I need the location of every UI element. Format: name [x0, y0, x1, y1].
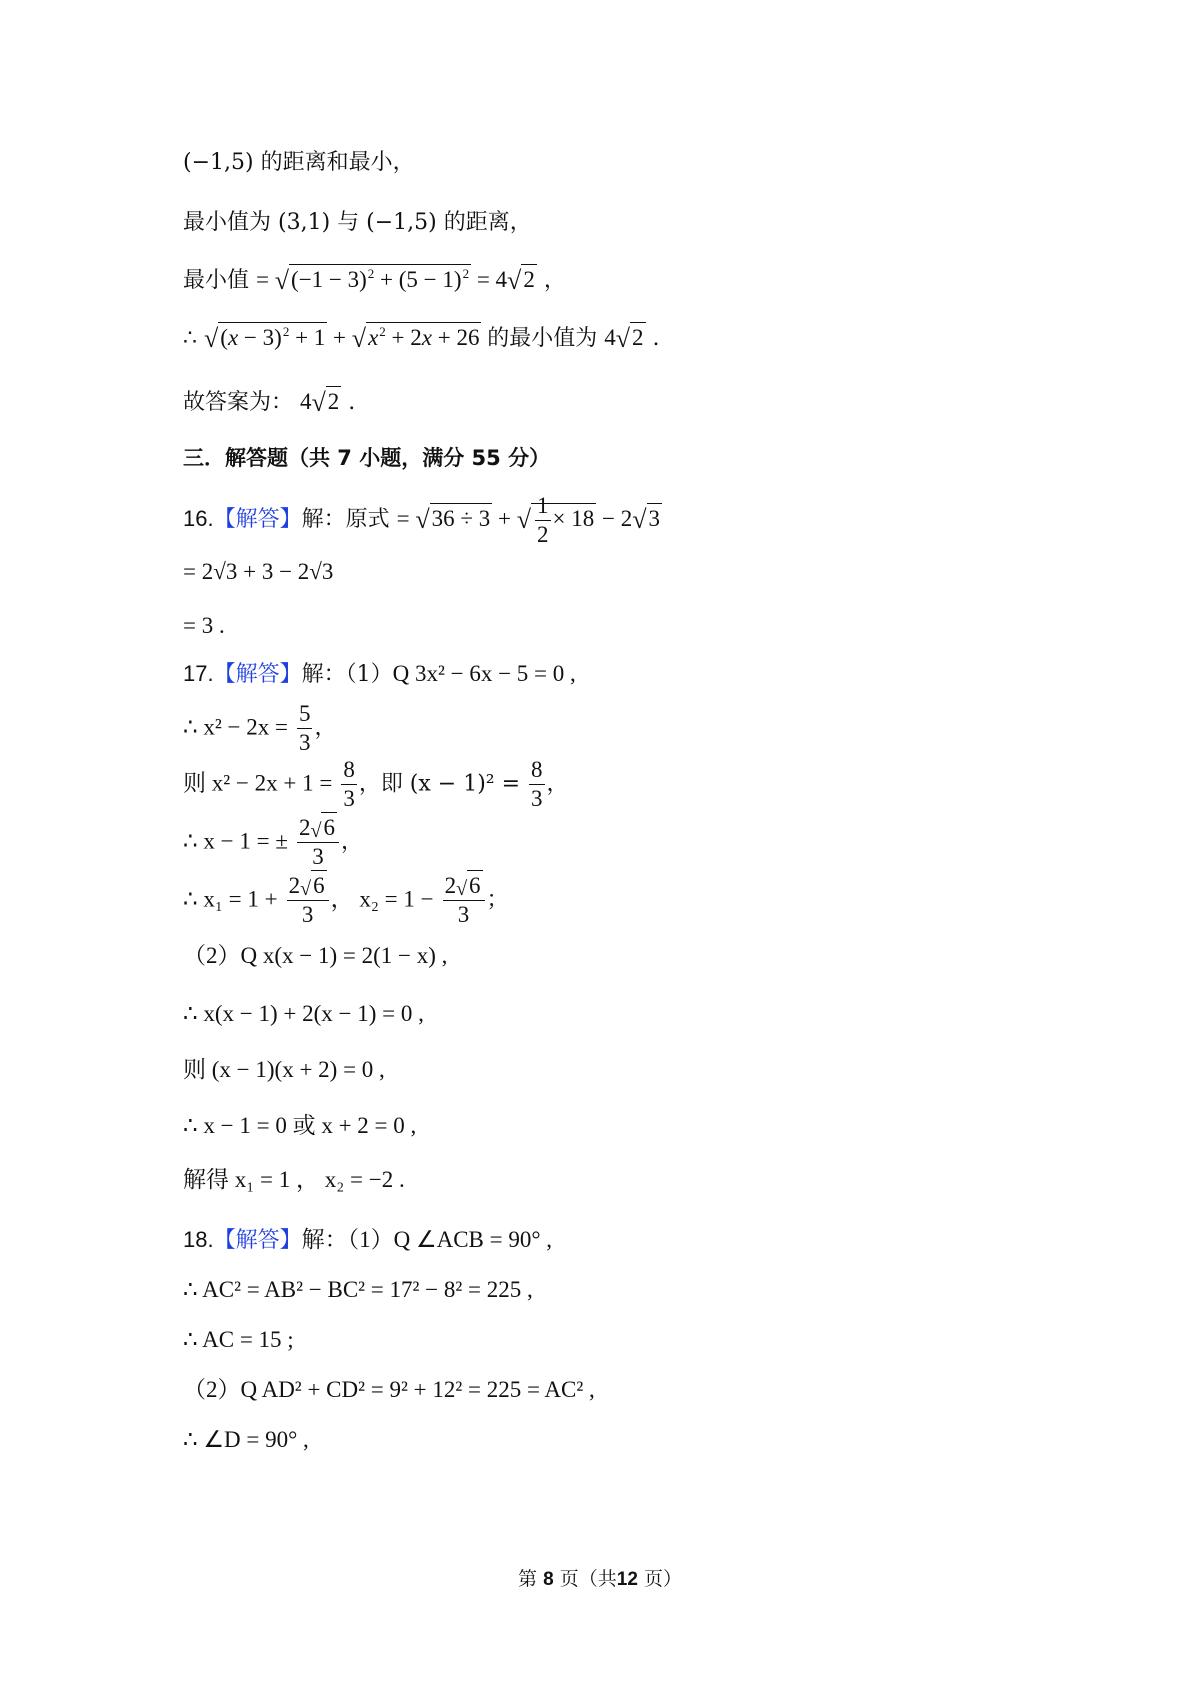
line-text: ∴ AC = 15 ; [183, 1327, 294, 1352]
footer-text: 页） [643, 1568, 682, 1590]
formula-line [183, 1168, 405, 1191]
formula-line [183, 1058, 385, 1081]
formula: 则 x² − 2x + 1 = [183, 770, 333, 796]
formula-line [183, 1002, 424, 1025]
formula-line [183, 1328, 294, 1351]
formula: $√(x - 3)^2 + 1 + √x^2 + 2x + 26$ [204, 324, 480, 353]
section-title: 三．解答题（共 7 小题，满分 55 分） [183, 446, 551, 470]
question-18 [183, 1228, 552, 1252]
formula-line: 则 x² − 2x + 1 = $\frac{8}{3}$ ，即 (x − 1)² = $\frac{8}{3}$ ， [183, 757, 569, 812]
line-text: . [652, 326, 660, 351]
line-text: 则 (x − 1)(x + 2) = 0 , [183, 1057, 385, 1082]
formula: ， x₂ = 1 − [330, 886, 434, 912]
question-number: 17. [183, 661, 214, 686]
question-16 [183, 494, 662, 547]
answer-tag: 【解答】 [213, 1228, 302, 1253]
line-text: 解得 x₁ = 1 ， x₂ = −2 . [183, 1167, 405, 1192]
line-text: 的最小值为 [487, 326, 598, 351]
line-text: 最小值为 (3,1) 与 (−1,5) 的距离， [183, 210, 532, 235]
footer-text: 第 [518, 1568, 538, 1590]
formula-line [183, 614, 225, 637]
formula: = √36 ÷ 3 + √ $\frac{1}{2}$ × 18 − 2√3 [396, 493, 661, 548]
line-text: 解：原式 [301, 506, 390, 532]
answer-line: 故答案为： 4√2 . [183, 388, 356, 417]
answer-tag: 【解答】 [213, 662, 302, 687]
formula-line [183, 266, 566, 295]
formula-line: ∴ x − 1 = ± $\frac{2√6}{3}$ ， [183, 816, 363, 869]
line-text: ∴ x − 1 = 0 或 x + 2 = 0 , [183, 1113, 417, 1138]
formula-line [183, 944, 447, 967]
question-number: 16. [183, 505, 214, 531]
line-text: （2）Q AD² + CD² = 9² + 12² = 225 = AC² , [183, 1377, 595, 1402]
formula-line: ∴ $√(x - 3)^2 + 1 + √x^2 + 2x + 26$ 的最小值为 4√2 . [183, 324, 660, 353]
question-17 [183, 662, 576, 686]
line-text: ， [543, 268, 566, 293]
formula: ∴ x₁ = 1 + [183, 886, 278, 912]
line-text: = 2√3 + 3 − 2√3 [183, 559, 334, 584]
line-text: (−1,5) 的距离和最小， [183, 150, 415, 175]
formula: ∴ x² − 2x = [183, 714, 288, 740]
text-line [183, 212, 532, 234]
page-footer [0, 1564, 1200, 1591]
formula-line [183, 1378, 595, 1401]
line-text: = 3 . [183, 613, 225, 638]
question-number: 18. [183, 1227, 214, 1252]
formula-line [183, 560, 333, 583]
line-text: ，即 (x − 1)² = [358, 771, 521, 797]
answer-tag: 【解答】 [213, 506, 302, 532]
line-text: ∴ x(x − 1) + 2(x − 1) = 0 , [183, 1001, 424, 1026]
line-text: （2）Q x(x − 1) = 2(1 − x) , [183, 943, 448, 968]
formula: ∴ x − 1 = ± [183, 828, 288, 854]
section-heading [183, 448, 550, 469]
line-text: ∴ ∠D = 90° , [183, 1427, 309, 1452]
line-text: . [348, 390, 356, 415]
formula-line: ∴ x² − 2x = $\frac{5}{3}$ ， [183, 701, 337, 756]
line-text: 故答案为： [183, 390, 294, 415]
line-text: 最小值 [183, 268, 250, 293]
footer-text: 页（共 [559, 1568, 617, 1590]
formula: = $√(-1 - 3)^2 + (5 - 1)^2 = 4√2$ [256, 266, 535, 295]
therefore-symbol: ∴ [183, 326, 197, 351]
text-line [183, 152, 415, 174]
formula-line [183, 1428, 309, 1451]
line-text: 解：（1）Q ∠ACB = 90° , [301, 1227, 553, 1252]
page-number: 8 [543, 1569, 554, 1590]
page-total: 12 [616, 1569, 638, 1590]
formula-line [183, 1278, 533, 1301]
formula: Q 3x² − 6x − 5 = 0 , [392, 661, 576, 686]
line-text: 解：（1） [301, 662, 393, 687]
line-text: ∴ AC² = AB² − BC² = 17² − 8² = 225 , [183, 1277, 533, 1302]
formula-line [183, 1114, 416, 1137]
formula-line: ∴ x₁ = 1 + $\frac{2√6}{3}$ ， x₂ = 1 − $\frac{2√6}{3}$ ； [183, 874, 509, 927]
